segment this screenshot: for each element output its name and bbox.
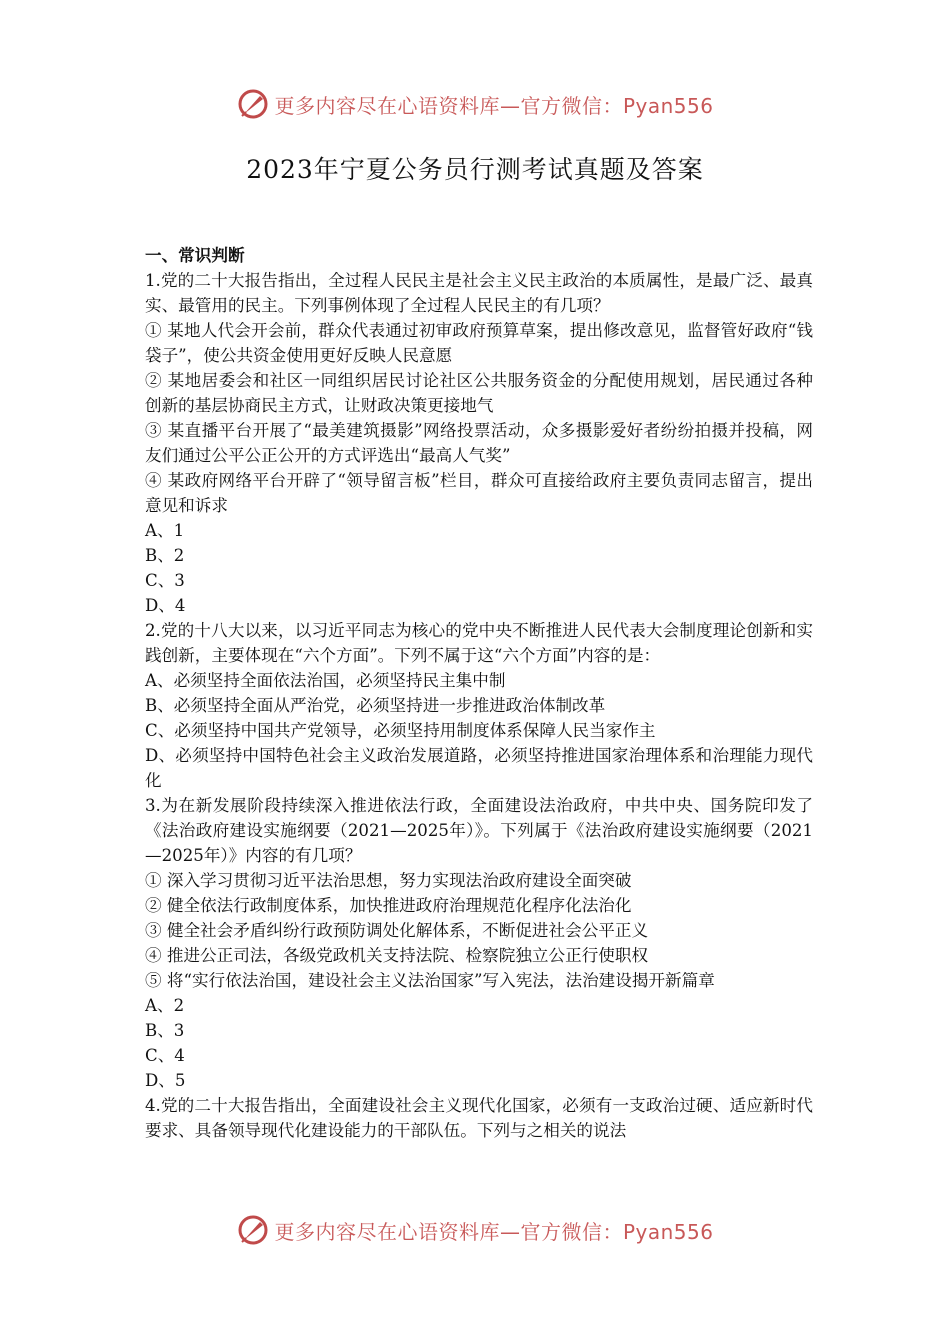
watermark-text: 更多内容尽在心语资料库—官方微信：Pyan556 <box>274 93 714 118</box>
question-1-item-4: ④ 某政府网络平台开辟了“领导留言板”栏目，群众可直接给政府主要负责同志留言，提出意见和诉求 <box>145 471 813 515</box>
question-2-option-b: B、必须坚持全面从严治党，必须坚持进一步推进政治体制改革 <box>145 696 606 715</box>
question-2-option-d: D、必须坚持中国特色社会主义政治发展道路，必须坚持推进国家治理体系和治理能力现代化 <box>145 746 813 790</box>
feather-pen-circle-icon <box>236 1213 270 1247</box>
question-1-item-2: ② 某地居委会和社区一同组织居民讨论社区公共服务资金的分配使用规划，居民通过各种创新的基层协商民主方式，让财政决策更接地气 <box>145 371 813 415</box>
question-1-option-d: D、4 <box>145 596 186 615</box>
section-heading: 一、常识判断 <box>145 245 245 265</box>
document-body <box>145 243 813 1143</box>
question-1-item-1: ① 某地人代会开会前，群众代表通过初审政府预算草案，提出修改意见，监督管好政府“钱袋子”，使公共资金使用更好反映人民意愿 <box>145 321 813 365</box>
question-2-option-a: A、必须坚持全面依法治国，必须坚持民主集中制 <box>145 671 506 690</box>
question-3-stem: 3.为在新发展阶段持续深入推进依法行政，全面建设法治政府，中共中央、国务院印发了《法治政府建设实施纲要（2021—2025年）》。下列属于《法治政府建设实施纲要（2021—2025年）》内容的有几项？ <box>145 796 813 865</box>
page-title: 2023年宁夏公务员行测考试真题及答案 <box>246 155 704 184</box>
question-3-item-5: ⑤ 将“实行依法治国，建设社会主义法治国家”写入宪法，法治建设揭开新篇章 <box>145 971 715 990</box>
question-1-option-b: B、2 <box>145 546 185 565</box>
question-4-stem: 4.党的二十大报告指出，全面建设社会主义现代化国家，必须有一支政治过硬、适应新时代要求、具备领导现代化建设能力的干部队伍。下列与之相关的说法 <box>145 1096 813 1140</box>
feather-pen-circle-icon <box>236 87 270 121</box>
question-1-stem: 1.党的二十大报告指出，全过程人民民主是社会主义民主政治的本质属性，是最广泛、最真实、最管用的民主。下列事例体现了全过程人民民主的有几项？ <box>145 271 813 315</box>
question-3-item-1: ① 深入学习贯彻习近平法治思想，努力实现法治政府建设全面突破 <box>145 871 632 890</box>
watermark-banner-bottom <box>0 1210 950 1250</box>
question-3-item-2: ② 健全依法行政制度体系，加快推进政府治理规范化程序化法治化 <box>145 896 632 915</box>
question-1-option-c: C、3 <box>145 571 185 590</box>
watermark-banner-top <box>0 84 950 124</box>
question-3-option-d: D、5 <box>145 1071 186 1090</box>
question-2-option-c: C、必须坚持中国共产党领导，必须坚持用制度体系保障人民当家作主 <box>145 721 656 740</box>
question-3-option-a: A、2 <box>145 996 185 1015</box>
question-1-option-a: A、1 <box>145 521 185 540</box>
question-2-stem: 2.党的十八大以来，以习近平同志为核心的党中央不断推进人民代表大会制度理论创新和实践创新，主要体现在“六个方面”。下列不属于这“六个方面”内容的是： <box>145 621 813 665</box>
question-3-option-b: B、3 <box>145 1021 185 1040</box>
question-1-item-3: ③ 某直播平台开展了“最美建筑摄影”网络投票活动，众多摄影爱好者纷纷拍摄并投稿，网友们通过公平公正公开的方式评选出“最高人气奖” <box>145 421 813 465</box>
watermark-text: 更多内容尽在心语资料库—官方微信：Pyan556 <box>274 1219 714 1244</box>
question-3-option-c: C、4 <box>145 1046 185 1065</box>
question-3-item-3: ③ 健全社会矛盾纠纷行政预防调处化解体系，不断促进社会公平正义 <box>145 921 649 940</box>
question-3-item-4: ④ 推进公正司法，各级党政机关支持法院、检察院独立公正行使职权 <box>145 946 649 965</box>
